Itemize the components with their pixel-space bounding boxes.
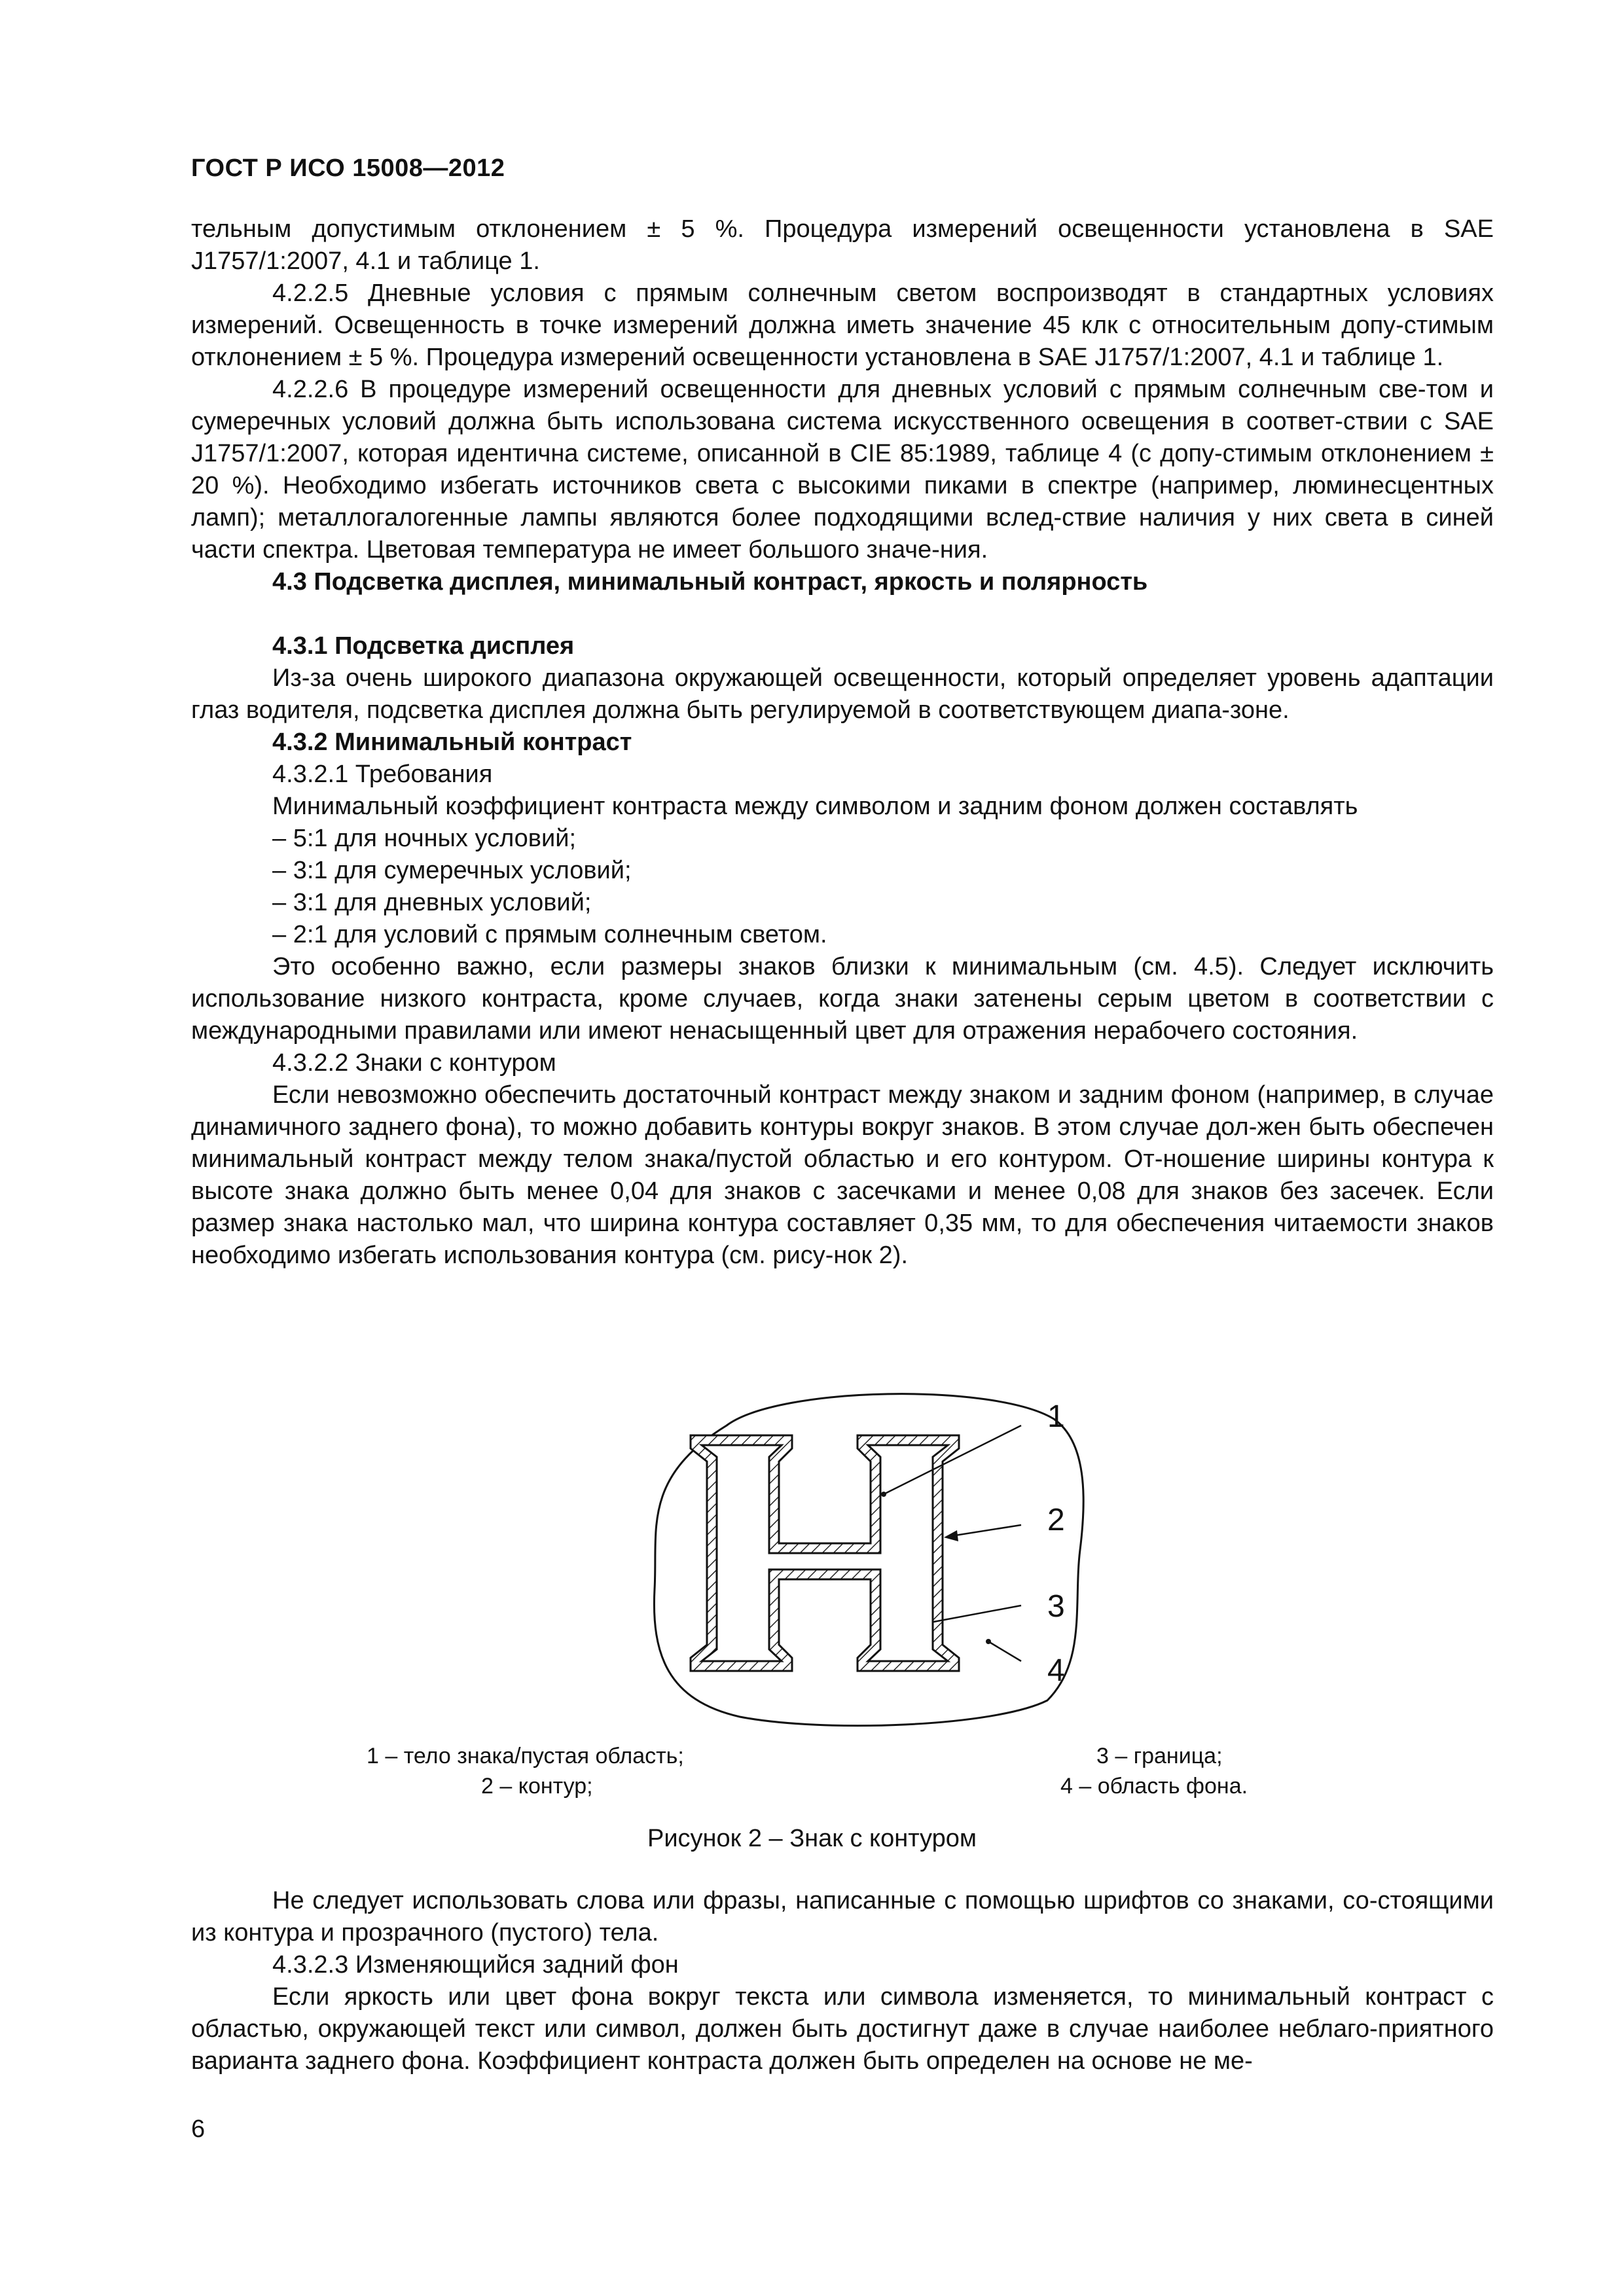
list-item: – 2:1 для условий с прямым солнечным светом. <box>272 921 827 948</box>
page-header: ГОСТ Р ИСО 15008—2012 <box>191 154 505 182</box>
paragraph: Минимальный коэффициент контраста между символом и задним фоном должен составлять <box>272 793 1358 820</box>
callout-2: 2 <box>1047 1503 1065 1537</box>
paragraph: Это особенно важно, если размеры знаков близки к минимальным (см. 4.5). Следует исключить использование низкого контраста, кроме случаев, когда знаки затенены серым цветом в соответствии с международными правилами или имеют ненасыщенный цвет для отражения нерабочего состояния. <box>191 953 1494 1045</box>
subsection-heading: 4.3.2.2 Знаки с контуром <box>272 1049 556 1077</box>
legend-item-2: 2 – контур; <box>481 1774 593 1799</box>
leader-line-2 <box>947 1525 1021 1537</box>
leader-line-4 <box>988 1641 1021 1661</box>
page-number: 6 <box>191 2115 206 2143</box>
list-item: – 3:1 для сумеречных условий; <box>272 857 632 884</box>
paragraph: Не следует использовать слова или фразы, написанные с помощью шрифтов со знаками, со-стоящими из контура и прозрачного (пустого) тела. <box>191 1887 1494 1946</box>
body-text-bottom <box>191 1885 1494 2077</box>
paragraph: тельным допустимым отклонением ± 5 %. Процедура измерений освещенности установлена в SAE J1757/1:2007, 4.1 и таблице 1. <box>191 215 1494 275</box>
section-heading: 4.3 Подсветка дисплея, минимальный контраст, яркость и полярность <box>272 568 1148 596</box>
list-item: – 3:1 для дневных условий; <box>272 889 592 916</box>
legend-item-1: 1 – тело знака/пустая область; <box>367 1744 684 1768</box>
leader-arrow-2 <box>944 1530 958 1541</box>
paragraph: Если невозможно обеспечить достаточный контраст между знаком и задним фоном (например, в случае динамичного заднего фона), то можно добавить контуры вокруг знаков. В этом случае дол-жен быть обеспечен минимальный контраст между телом знака/пустой областью и его контуром. От-ношение ширины контура к высоте знака должно быть менее 0,04 для знаков с засечками и менее 0,08 для знаков без засечек. Если размер знака настолько мал, что ширина контура составляет 0,35 мм, то для обеспечения читаемости знаков необходимо избегать использования контура (см. рису-нок 2). <box>191 1081 1494 1269</box>
subsection-heading: 4.3.2.1 Требования <box>272 761 493 788</box>
callout-4: 4 <box>1047 1653 1065 1688</box>
paragraph: Если яркость или цвет фона вокруг текста или символа изменяется, то минимальный контраст с областью, окружающей текст или символ, должен быть достигнут даже в случае наиболее неблаго-приятного варианта заднего фона. Коэффициент контраста должен быть определен на основе не ме- <box>191 1983 1494 2075</box>
leader-line-3 <box>933 1605 1021 1622</box>
leader-dot-4 <box>986 1639 991 1644</box>
paragraph: 4.2.2.5 Дневные условия с прямым солнечным светом воспроизводят в стандартных условиях измерений. Освещенность в точке измерений должна иметь значение 45 клк с относительным допу-стимым отклонением ± 5 %. Процедура измерений освещенности установлена в SAE J1757/1:2007, 4.1 и таблице 1. <box>191 279 1494 371</box>
list-item: – 5:1 для ночных условий; <box>272 825 576 852</box>
body-text-top <box>191 213 1494 1272</box>
h-glyph-outline <box>691 1435 959 1671</box>
paragraph: 4.2.2.6 В процедуре измерений освещенности для дневных условий с прямым солнечным све-том и сумеречных условий должна быть использована система искусственного освещения в соответ-ствии с SAE J1757/1:2007, которая идентична системе, описанной в CIE 85:1989, таблице 4 (с допу-стимым отклонением ± 20 %). Необходимо избегать источников света с высокими пиками в спектре (например, люминесцентных ламп); металлогалогенные лампы являются более подходящими вслед-ствие наличия у них света в синей части спектра. Цветовая температура не имеет большого значе-ния. <box>191 376 1494 564</box>
legend-item-3: 3 – граница; <box>1096 1744 1223 1768</box>
section-heading: 4.3.2 Минимальный контраст <box>272 728 632 756</box>
callout-1: 1 <box>1047 1399 1065 1434</box>
leader-dot-1 <box>881 1492 886 1497</box>
outlined-h-diagram <box>628 1380 1100 1733</box>
section-heading: 4.3.1 Подсветка дисплея <box>272 632 575 660</box>
legend-item-4: 4 – область фона. <box>1060 1774 1248 1799</box>
figure-caption: Рисунок 2 – Знак с контуром <box>647 1825 977 1852</box>
figure-outlined-character <box>628 1380 1100 1733</box>
paragraph: Из-за очень широкого диапазона окружающей освещенности, который определяет уровень адаптации глаз водителя, подсветка дисплея должна быть регулируемой в соответствующем диапа-зоне. <box>191 664 1494 724</box>
subsection-heading: 4.3.2.3 Изменяющийся задний фон <box>272 1951 679 1979</box>
callout-3: 3 <box>1047 1589 1065 1624</box>
